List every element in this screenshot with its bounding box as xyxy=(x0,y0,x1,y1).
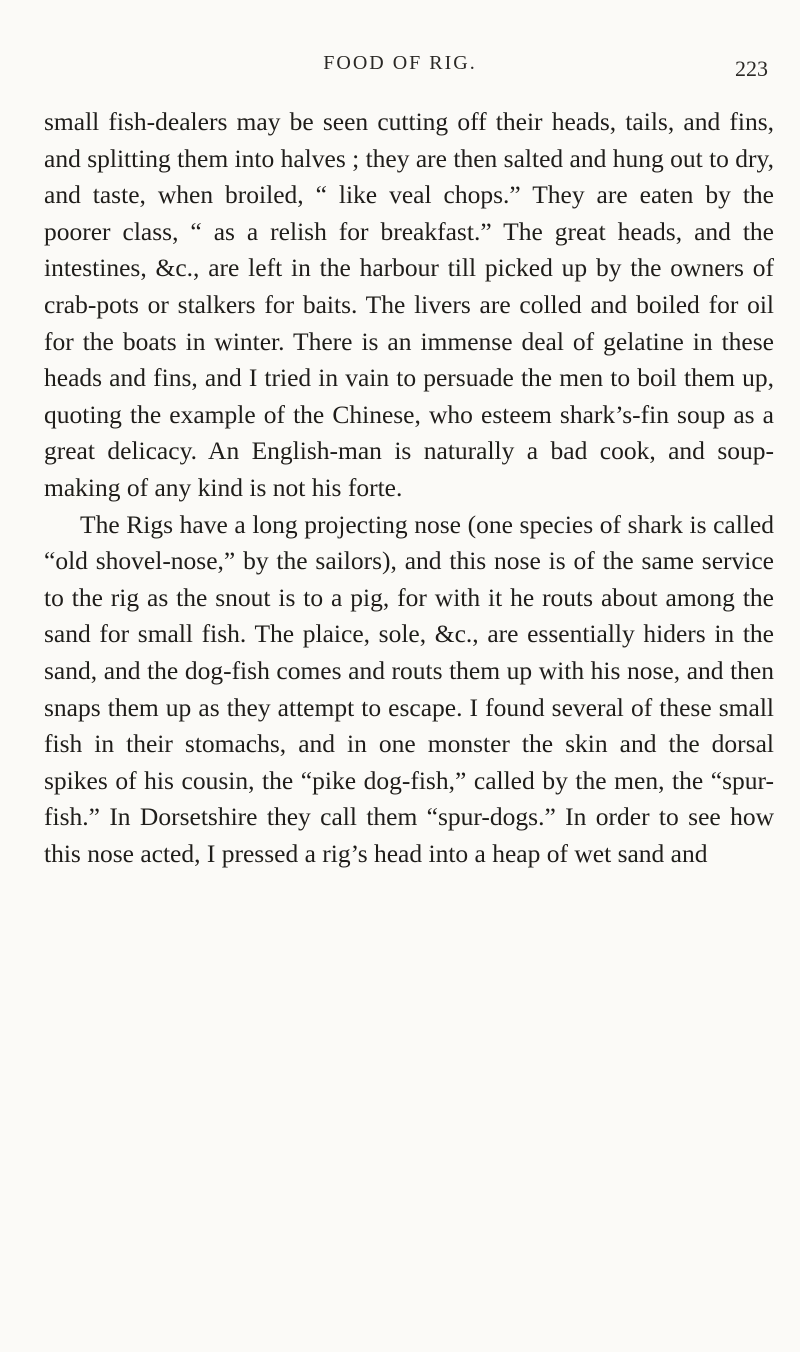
paragraph-continued: small fish-dealers may be seen cutting off their heads, tails, and fins, and splitting them into halves ; they are then salted and hung out to dry, and taste, when broiled, “ like veal chops.” They are eaten by the poorer class, “ as a relish for breakfast.” The great heads, and the intestines, &c., are left in the harbour till picked up by the owners of crab-pots or stalkers for baits. The livers are colled and boiled for oil for the boats in winter. There is an immense deal of gelatine in these heads and fins, and I tried in vain to persuade the men to boil them up, quoting the example of the Chinese, who esteem shark’s-fin soup as a great delicacy. An English-man is naturally a bad cook, and soup-making of any kind is not his forte. xyxy=(44,107,774,502)
running-header xyxy=(0,48,800,84)
page-number: 223 xyxy=(735,56,768,81)
running-title: FOOD OF RIG. xyxy=(323,52,477,74)
paragraph-rigs-nose: The Rigs have a long projecting nose (one species of shark is called “old shovel-nose,” by the sailors), and this nose is of the same service to the rig as the snout is to a pig, for with it he routs about among the sand for small fish. The plaice, sole, &c., are essentially hiders in the sand, and the dog-fish comes and routs them up with his nose, and then snaps them up as they attempt to escape. I found several of these small fish in their stomachs, and in one monster the skin and the dorsal spikes of his cousin, the “pike dog-fish,” called by the men, the “spur-fish.” In Dorsetshire they call them “spur-dogs.” In order to see how this nose acted, I pressed a rig’s head into a heap of wet sand and xyxy=(44,509,774,868)
body-text xyxy=(44,104,774,872)
